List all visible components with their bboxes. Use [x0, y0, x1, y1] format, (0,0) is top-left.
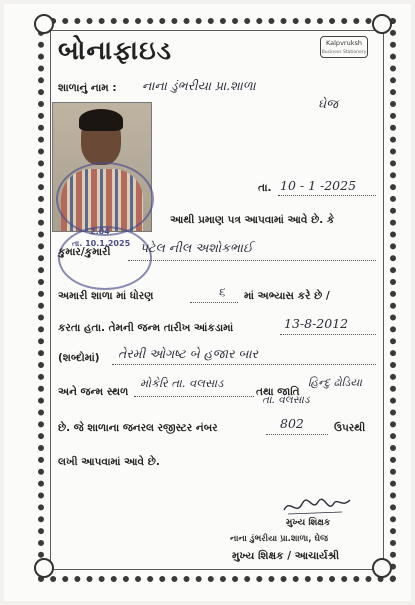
- principal-signature: [282, 494, 352, 518]
- stamp-date: તા. 10.1.2025: [72, 239, 131, 248]
- grade-dotted-line: [190, 302, 238, 303]
- principal-school: નાના ડુંભરીયા પ્રા.શાળા, ઘેજ: [230, 534, 329, 544]
- school-village-handwritten: ઘેજ: [318, 96, 338, 111]
- date-label: તા.: [258, 182, 272, 194]
- closing-text: લખી આપવામાં આવે છે.: [58, 456, 160, 468]
- principal-title: મુખ્ય શિક્ષક: [286, 518, 331, 528]
- words-dotted-line: [112, 364, 376, 365]
- corner-ornament: [34, 558, 54, 578]
- dob-prefix: કરતા હતા. તેમની જન્મ તારીખ આંકડામાં: [58, 322, 234, 334]
- grade-prefix: અમારી શાળા માં ધોરણ: [58, 290, 154, 302]
- intro-text: આથી પ્રમાણ પત્ર આપવામાં આવે છે. કે: [170, 214, 335, 226]
- birthplace-handwritten: મોકેરિ તા. વલસાડ: [140, 376, 224, 390]
- register-dotted-line: [266, 434, 328, 435]
- register-handwritten: 802: [280, 416, 304, 431]
- corner-ornament: [372, 14, 392, 34]
- corner-ornament: [34, 14, 54, 34]
- student-name-handwritten: પટેલ નીલ અશોકભાઈ: [140, 240, 253, 255]
- date-dotted-line: [278, 195, 376, 196]
- date-handwritten: 10 - 1 -2025: [280, 178, 357, 193]
- certificate-title: બોનાફાઇડ: [58, 36, 173, 66]
- gender-label: કુમાર/કુમારી: [58, 246, 111, 258]
- caste-label: તથા જાતિ: [256, 386, 300, 398]
- birthplace-dotted-line: [134, 396, 254, 397]
- logo-name: Kalpvruksh: [326, 39, 362, 47]
- register-suffix: ઉપરથી: [334, 422, 366, 434]
- stamp-number: 2.04: [90, 227, 110, 236]
- words-label: (શબ્દોમાં): [58, 352, 100, 364]
- name-dotted-line: [128, 260, 376, 261]
- grade-handwritten: ૬: [218, 284, 226, 299]
- birthplace-label: અને જન્મ સ્થળ: [58, 386, 129, 398]
- principal-footer: મુખ્ય શિક્ષક / આચાર્યશ્રી: [232, 550, 340, 562]
- caste-handwritten: હિન્દુ ઢોડિયા: [308, 376, 362, 389]
- school-name-handwritten: નાના ડુંભરીયા પ્રા.શાળા: [142, 78, 256, 93]
- school-label: શાળાનું નામ :: [58, 82, 117, 94]
- register-prefix: છે. જે શાળાના જનરલ રજીસ્ટર નંબર: [58, 422, 218, 434]
- dob-words-handwritten: તેરમી ઓગષ્ટ બે હજાર બાર: [118, 346, 258, 361]
- brand-logo: [320, 36, 368, 58]
- grade-suffix: માં અભ્યાસ કરે છે /: [244, 290, 330, 302]
- taluka-handwritten: તા. વલસાડ: [262, 394, 310, 406]
- dob-handwritten: 13-8-2012: [284, 316, 349, 331]
- dob-dotted-line: [280, 334, 376, 335]
- logo-tagline: Business Stationery: [321, 50, 367, 55]
- school-stamp-photo: [56, 162, 154, 236]
- corner-ornament: [372, 558, 392, 578]
